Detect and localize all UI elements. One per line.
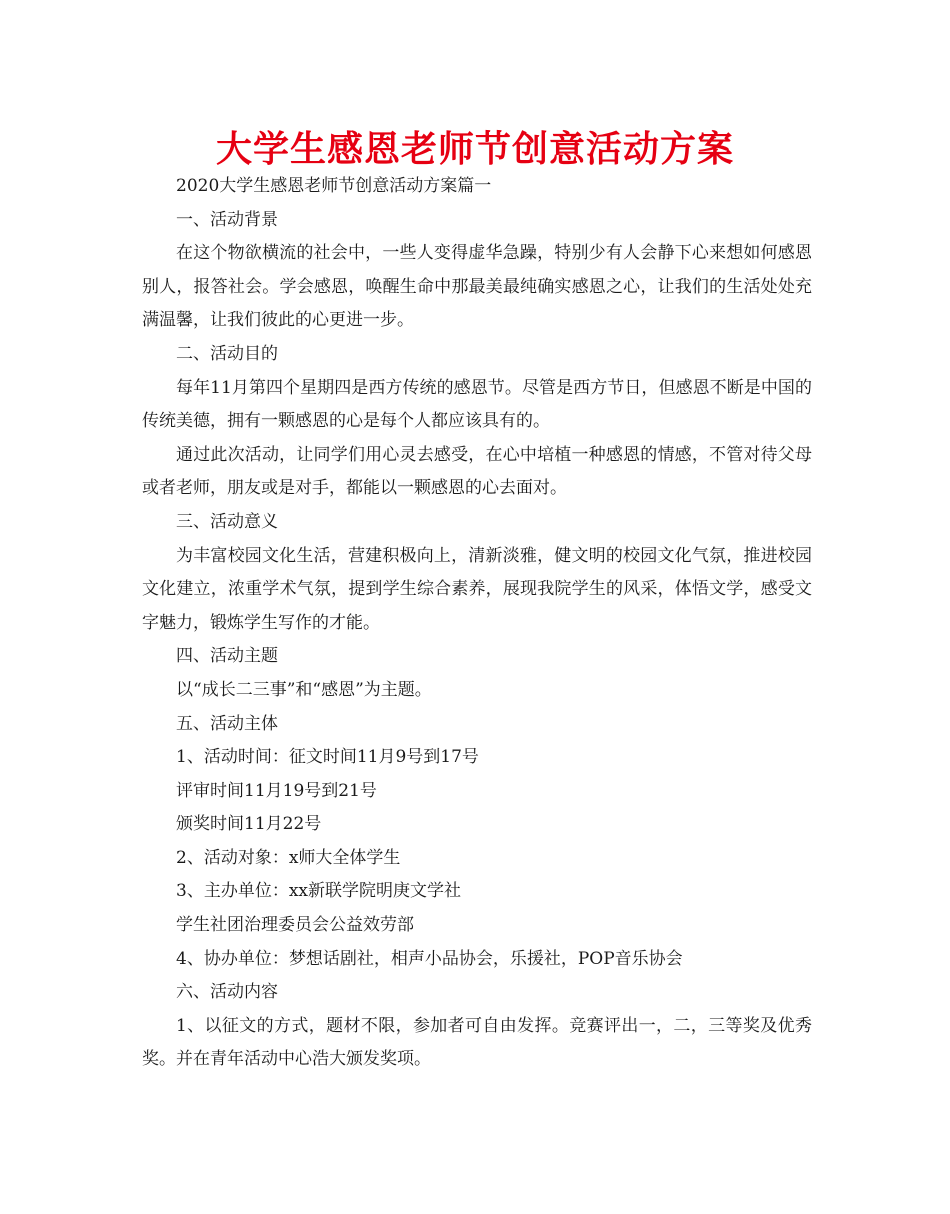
document-body — [142, 170, 812, 1077]
section-heading: 六、活动内容 — [176, 982, 278, 1003]
section-heading: 三、活动意义 — [176, 511, 278, 532]
paragraph: 颁奖时间11月22号 — [176, 814, 322, 835]
paragraph: 1、活动时间：征文时间11月9号到17号 — [176, 747, 479, 768]
paragraph: 2020大学生感恩老师节创意活动方案篇一 — [176, 176, 492, 196]
paragraph: 4、协办单位：梦想话剧社，相声小品协会，乐援社，POP音乐协会 — [176, 948, 683, 969]
paragraph: 以“成长二三事”和“感恩”为主题。 — [176, 679, 432, 700]
section-heading: 四、活动主题 — [176, 646, 278, 667]
document-title: 大学生感恩老师节创意活动方案 — [215, 129, 734, 170]
paragraph: 评审时间11月19号到21号 — [176, 780, 377, 801]
paragraph: 3、主办单位：xx新联学院明庚文学社 — [176, 881, 461, 902]
paragraph: 2、活动对象：x师大全体学生 — [176, 847, 401, 868]
paragraph: 每年11月第四个星期四是西方传统的感恩节。尽管是西方节日，但感恩不断是中国的传统美德，拥有一颗感恩的心是每个人都应该具有的。 — [142, 377, 812, 432]
section-heading: 五、活动主体 — [176, 713, 278, 734]
paragraph: 学生社团治理委员会公益效劳部 — [176, 915, 414, 936]
paragraph: 1、以征文的方式，题材不限，参加者可自由发挥。竞赛评出一，二，三等奖及优秀奖。并在青年活动中心浩大颁发奖项。 — [142, 1015, 812, 1070]
paragraph: 在这个物欲横流的社会中，一些人变得虚华急躁，特别少有人会静下心来想如何感恩别人，报答社会。学会感恩，唤醒生命中那最美最纯确实感恩之心，让我们的生活处处充满温馨，让我们彼此的心更进一步。 — [142, 243, 812, 331]
paragraph: 为丰富校园文化生活，营建积极向上，清新淡雅，健文明的校园文化气氛，推进校园文化建立，浓重学术气氛，提到学生综合素养，展现我院学生的风采，体悟文学，感受文字魅力，锻炼学生写作的才能。 — [142, 545, 812, 633]
section-heading: 一、活动背景 — [176, 209, 278, 230]
paragraph: 通过此次活动，让同学们用心灵去感受，在心中培植一种感恩的情感，不管对待父母或者老师，朋友或是对手，都能以一颗感恩的心去面对。 — [142, 444, 812, 499]
section-heading: 二、活动目的 — [176, 343, 278, 364]
